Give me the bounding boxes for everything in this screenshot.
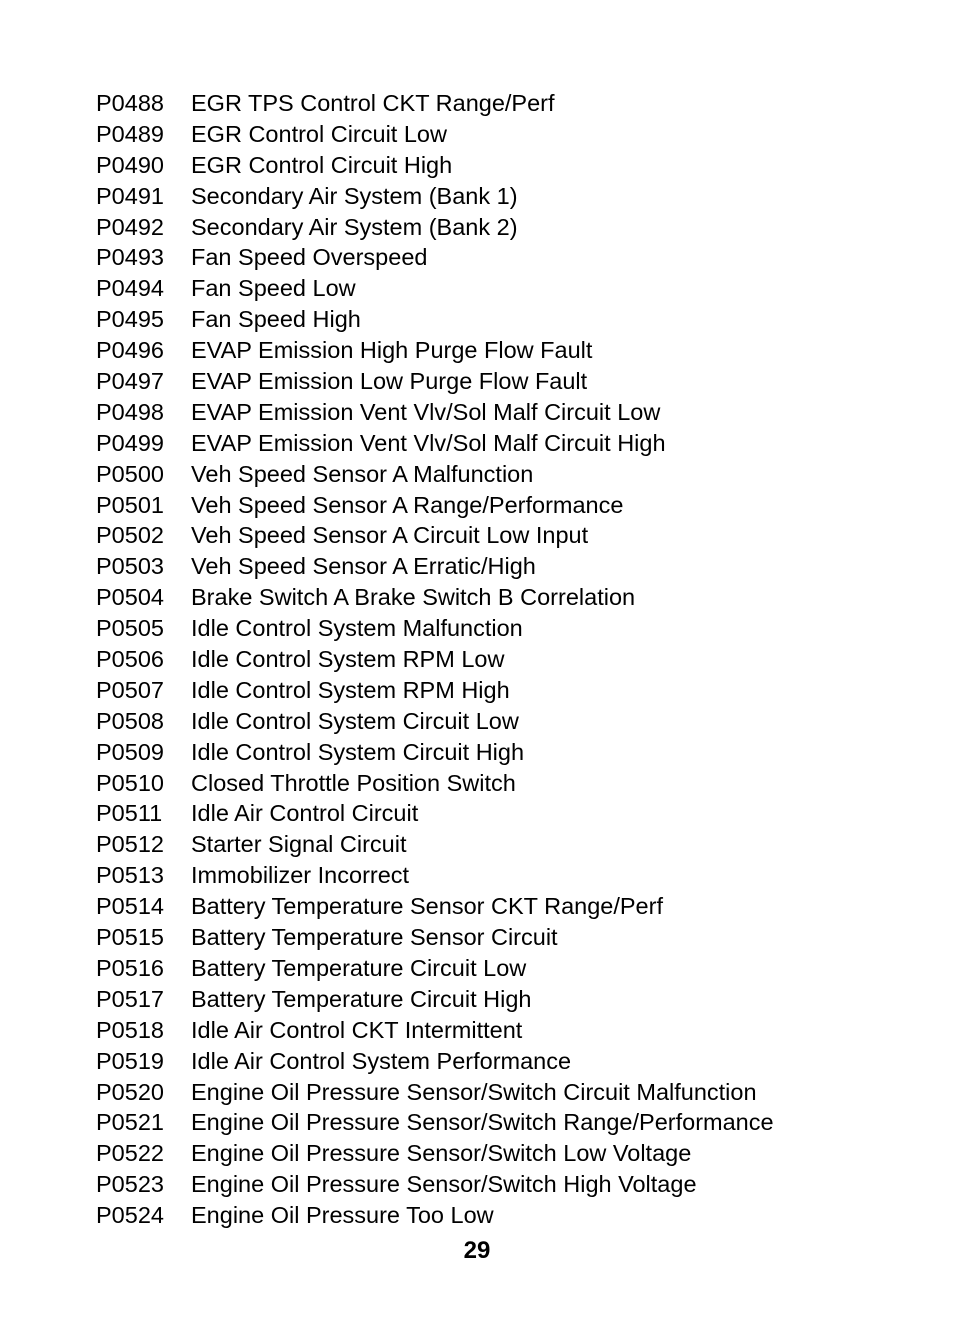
code-id: P0501 (96, 491, 164, 518)
code-id: P0491 (96, 182, 164, 209)
code-id: P0506 (96, 646, 164, 673)
code-row (96, 613, 774, 644)
code-description: Starter Signal Circuit (191, 831, 407, 858)
code-description: Idle Air Control Circuit (191, 800, 419, 827)
code-description: EVAP Emission Vent Vlv/Sol Malf Circuit Low (191, 398, 661, 425)
code-description: Engine Oil Pressure Sensor/Switch Circuit Malfunction (191, 1078, 757, 1105)
code-row (96, 768, 774, 799)
code-description: Idle Air Control CKT Intermittent (191, 1016, 523, 1043)
code-id: P0507 (96, 676, 164, 703)
code-id: P0492 (96, 213, 164, 240)
code-description: Idle Control System Malfunction (191, 615, 523, 642)
code-description: Secondary Air System (Bank 1) (191, 182, 518, 209)
code-row (96, 582, 774, 613)
code-id: P0495 (96, 306, 164, 333)
code-id: P0521 (96, 1109, 164, 1136)
code-id: P0510 (96, 769, 164, 796)
code-description: Veh Speed Sensor A Circuit Low Input (191, 522, 589, 549)
code-description: Engine Oil Pressure Sensor/Switch High Voltage (191, 1171, 697, 1198)
code-id: P0490 (96, 151, 164, 178)
code-id: P0523 (96, 1171, 164, 1198)
code-id: P0514 (96, 893, 164, 920)
code-row (96, 891, 774, 922)
code-row (96, 304, 774, 335)
code-id: P0508 (96, 707, 164, 734)
code-description: Fan Speed Low (191, 275, 356, 302)
code-id: P0499 (96, 429, 164, 456)
code-id: P0516 (96, 954, 164, 981)
code-row (96, 181, 774, 212)
code-description: Veh Speed Sensor A Erratic/High (191, 553, 536, 580)
code-description: EVAP Emission Vent Vlv/Sol Malf Circuit High (191, 429, 666, 456)
code-id: P0500 (96, 460, 164, 487)
code-row (96, 953, 774, 984)
code-row (96, 397, 774, 428)
code-description: Veh Speed Sensor A Malfunction (191, 460, 534, 487)
code-description: EVAP Emission High Purge Flow Fault (191, 337, 593, 364)
code-id: P0524 (96, 1202, 164, 1229)
code-row (96, 922, 774, 953)
code-row (96, 1046, 774, 1077)
code-id: P0496 (96, 337, 164, 364)
code-id: P0497 (96, 368, 164, 395)
code-row (96, 335, 774, 366)
code-description: Battery Temperature Circuit High (191, 985, 532, 1012)
code-id: P0494 (96, 275, 164, 302)
code-row (96, 675, 774, 706)
code-row (96, 737, 774, 768)
code-description: Idle Control System Circuit High (191, 738, 525, 765)
code-id: P0515 (96, 924, 164, 951)
code-id: P0511 (96, 800, 163, 827)
code-id: P0488 (96, 90, 164, 116)
code-row (96, 273, 774, 304)
code-description: EGR Control Circuit Low (191, 120, 447, 147)
code-row (96, 1200, 774, 1231)
code-row (96, 212, 774, 243)
code-description: EGR TPS Control CKT Range/Perf (191, 90, 555, 116)
code-id: P0519 (96, 1047, 164, 1074)
code-row (96, 1015, 774, 1046)
code-description: Secondary Air System (Bank 2) (191, 213, 518, 240)
code-id: P0505 (96, 615, 164, 642)
code-description: Fan Speed High (191, 306, 361, 333)
code-description: Idle Control System RPM Low (191, 646, 505, 673)
code-description: Immobilizer Incorrect (191, 862, 410, 889)
code-id: P0518 (96, 1016, 164, 1043)
code-id: P0512 (96, 831, 164, 858)
code-row (96, 88, 774, 119)
code-row (96, 490, 774, 521)
code-id: P0504 (96, 584, 164, 611)
code-id: P0493 (96, 244, 164, 271)
code-row (96, 1169, 774, 1200)
code-description: Idle Air Control System Performance (191, 1047, 572, 1074)
code-description: Engine Oil Pressure Sensor/Switch Range/Performance (191, 1109, 774, 1136)
code-description: Engine Oil Pressure Too Low (191, 1202, 494, 1229)
page-number: 29 (463, 1237, 491, 1264)
code-description: Engine Oil Pressure Sensor/Switch Low Voltage (191, 1140, 692, 1167)
code-row (96, 1107, 774, 1138)
code-id: P0509 (96, 738, 164, 765)
code-description: Brake Switch A Brake Switch B Correlation (191, 584, 636, 611)
code-description: Idle Control System RPM High (191, 676, 510, 703)
code-row (96, 119, 774, 150)
code-id: P0489 (96, 120, 164, 147)
code-row (96, 829, 774, 860)
code-description: Fan Speed Overspeed (191, 244, 428, 271)
code-row (96, 1077, 774, 1108)
code-description: Battery Temperature Sensor Circuit (191, 924, 558, 951)
code-row (96, 242, 774, 273)
code-row (96, 366, 774, 397)
code-row (96, 551, 774, 582)
code-row (96, 520, 774, 551)
code-row (96, 860, 774, 891)
code-id: P0502 (96, 522, 164, 549)
code-id: P0498 (96, 398, 164, 425)
code-description: Veh Speed Sensor A Range/Performance (191, 491, 624, 518)
code-id: P0522 (96, 1140, 164, 1167)
code-description: Idle Control System Circuit Low (191, 707, 519, 734)
code-list (96, 88, 774, 1231)
code-row (96, 150, 774, 181)
code-id: P0517 (96, 985, 164, 1012)
code-id: P0520 (96, 1078, 164, 1105)
code-description: Battery Temperature Sensor CKT Range/Perf (191, 893, 663, 920)
code-description: Battery Temperature Circuit Low (191, 954, 527, 981)
code-description: EVAP Emission Low Purge Flow Fault (191, 368, 588, 395)
code-row (96, 644, 774, 675)
code-description: Closed Throttle Position Switch (191, 769, 516, 796)
code-row (96, 706, 774, 737)
code-row (96, 428, 774, 459)
code-row (96, 798, 774, 829)
code-row (96, 1138, 774, 1169)
code-id: P0503 (96, 553, 164, 580)
code-id: P0513 (96, 862, 164, 889)
code-row (96, 984, 774, 1015)
code-row (96, 459, 774, 490)
code-description: EGR Control Circuit High (191, 151, 453, 178)
